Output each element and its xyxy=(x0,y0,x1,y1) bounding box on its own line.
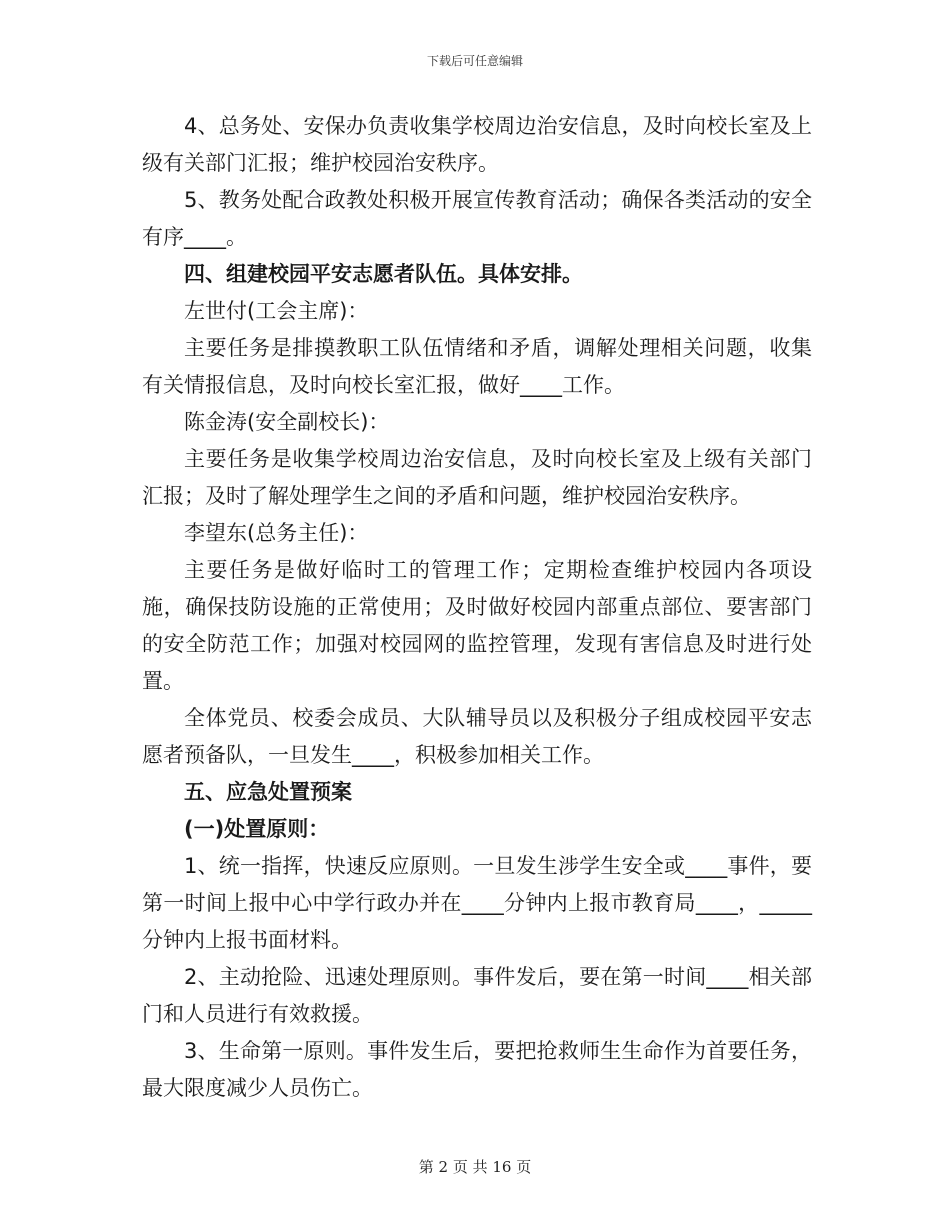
document-body xyxy=(142,108,812,1107)
principle-3: 3、生命第一原则。事件发生后，要把抢救师生生命作为首要任务，最大限度减少人员伤亡。 xyxy=(142,1039,812,1100)
paragraph-task-3: 主要任务是做好临时工的管理工作；定期检查维护校园内各项设施，确保技防设施的正常使用；及时做好校园内部重点部位、要害部门的安全防范工作；加强对校园网的监控管理，发现有害信息及时进行处置。 xyxy=(142,558,812,693)
page-footer: 第 2 页 共 16 页 xyxy=(418,1158,532,1176)
paragraph-1: 4、总务处、安保办负责收集学校周边治安信息，及时向校长室及上级有关部门汇报；维护校园治安秩序。 xyxy=(142,114,812,175)
paragraph-task-1: 主要任务是排摸教职工队伍情绪和矛盾，调解处理相关问题，收集有关情报信息，及时向校长室汇报，做好____工作。 xyxy=(142,336,812,397)
section-heading-5: 五、应急处置预案 xyxy=(184,780,352,804)
paragraph-volunteers: 全体党员、校委会成员、大队辅导员以及积极分子组成校园平安志愿者预备队，一旦发生____，积极参加相关工作。 xyxy=(142,706,812,767)
subsection-heading-1: (一)处置原则： xyxy=(184,817,330,841)
principle-2: 2、主动抢险、迅速处理原则。事件发后，要在第一时间____相关部门和人员进行有效救援。 xyxy=(142,965,812,1026)
paragraph-person-3: 李望东(总务主任)： xyxy=(184,521,369,545)
page-header: 下载后可任意编辑 xyxy=(426,54,523,68)
paragraph-task-2: 主要任务是收集学校周边治安信息，及时向校长室及上级有关部门汇报；及时了解处理学生之间的矛盾和问题，维护校园治安秩序。 xyxy=(142,447,812,508)
paragraph-person-2: 陈金涛(安全副校长)： xyxy=(184,410,390,434)
paragraph-person-1: 左世付(工会主席)： xyxy=(184,299,369,323)
paragraph-2: 5、教务处配合政教处积极开展宣传教育活动；确保各类活动的安全有序____。 xyxy=(142,188,812,249)
principle-1: 1、统一指挥，快速反应原则。一旦发生涉学生安全或____事件，要第一时间上报中心中学行政办并在____分钟内上报市教育局____，_____分钟内上报书面材料。 xyxy=(142,854,812,952)
section-heading-4: 四、组建校园平安志愿者队伍。具体安排。 xyxy=(184,262,583,286)
